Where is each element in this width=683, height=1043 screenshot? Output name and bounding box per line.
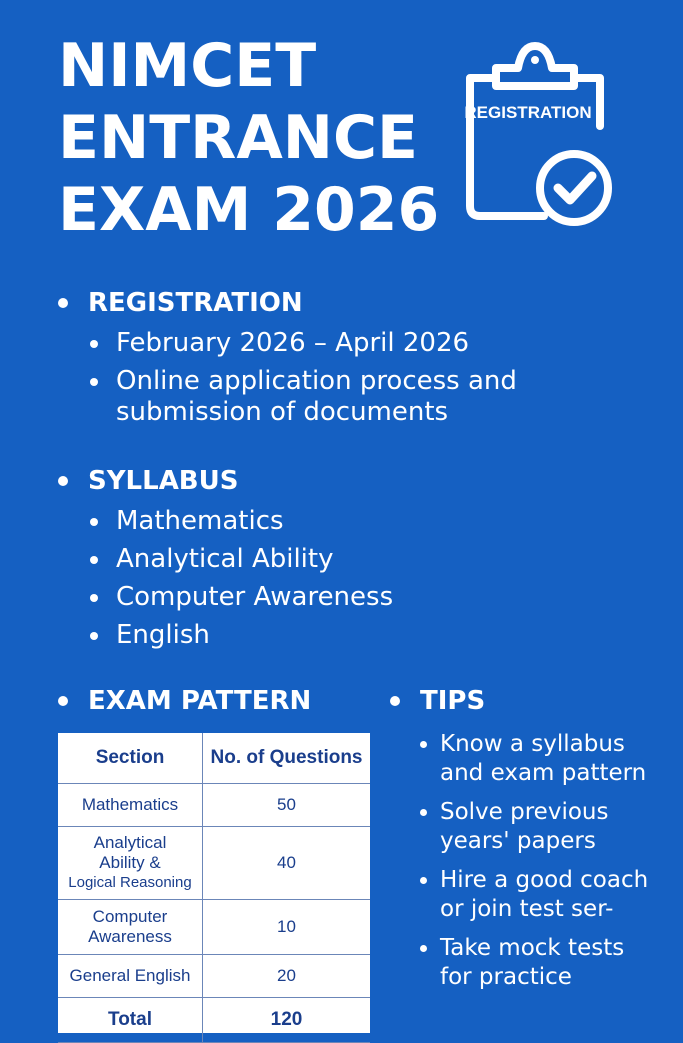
tips-list <box>420 730 680 1002</box>
column-header: No. of Questions <box>203 733 371 784</box>
questions-cell: 20 <box>203 955 371 998</box>
title-line-2: ENTRANCE <box>58 103 418 173</box>
list-item: Solve previous years' papers <box>420 798 680 856</box>
list-item: February 2026 – April 2026 <box>90 328 570 359</box>
list-item: Analytical Ability <box>90 544 570 575</box>
syllabus-list <box>90 506 570 658</box>
table-row <box>58 998 370 1043</box>
icon-label: REGISTRATION <box>464 103 592 122</box>
registration-heading: REGISTRATION <box>58 288 303 318</box>
table-row <box>58 900 370 955</box>
section-cell: Mathematics <box>58 784 203 827</box>
page-title <box>58 30 439 246</box>
registration-list <box>90 328 570 435</box>
section-cell: Total <box>58 998 203 1043</box>
questions-cell: 120 <box>203 998 371 1043</box>
questions-cell: 10 <box>203 900 371 955</box>
title-line-1: NIMCET <box>58 31 317 101</box>
section-cell: Computer Awareness <box>58 900 203 955</box>
exam-pattern-table <box>58 733 370 1033</box>
section-cell: General English <box>58 955 203 998</box>
table-row <box>58 784 370 827</box>
questions-cell: 40 <box>203 827 371 900</box>
exam-pattern-heading: EXAM PATTERN <box>58 686 311 716</box>
questions-cell: 50 <box>203 784 371 827</box>
list-item: Hire a good coach or join test ser- <box>420 866 680 924</box>
table-row <box>58 955 370 998</box>
list-item: Mathematics <box>90 506 570 537</box>
list-item: English <box>90 620 570 651</box>
list-item: Take mock tests for practice <box>420 934 680 992</box>
section-cell: Analytical Ability & Logical Reasoning <box>58 827 203 900</box>
list-item: Computer Awareness <box>90 582 570 613</box>
title-line-3: EXAM 2026 <box>58 175 440 245</box>
tips-heading: TIPS <box>390 686 485 716</box>
table-row <box>58 827 370 900</box>
syllabus-heading: SYLLABUS <box>58 466 238 496</box>
list-item: Know a syllabus and exam pattern <box>420 730 680 788</box>
column-header: Section <box>58 733 203 784</box>
clipboard-check-icon <box>450 40 620 230</box>
list-item: Online application process and submission of documents <box>90 366 570 428</box>
